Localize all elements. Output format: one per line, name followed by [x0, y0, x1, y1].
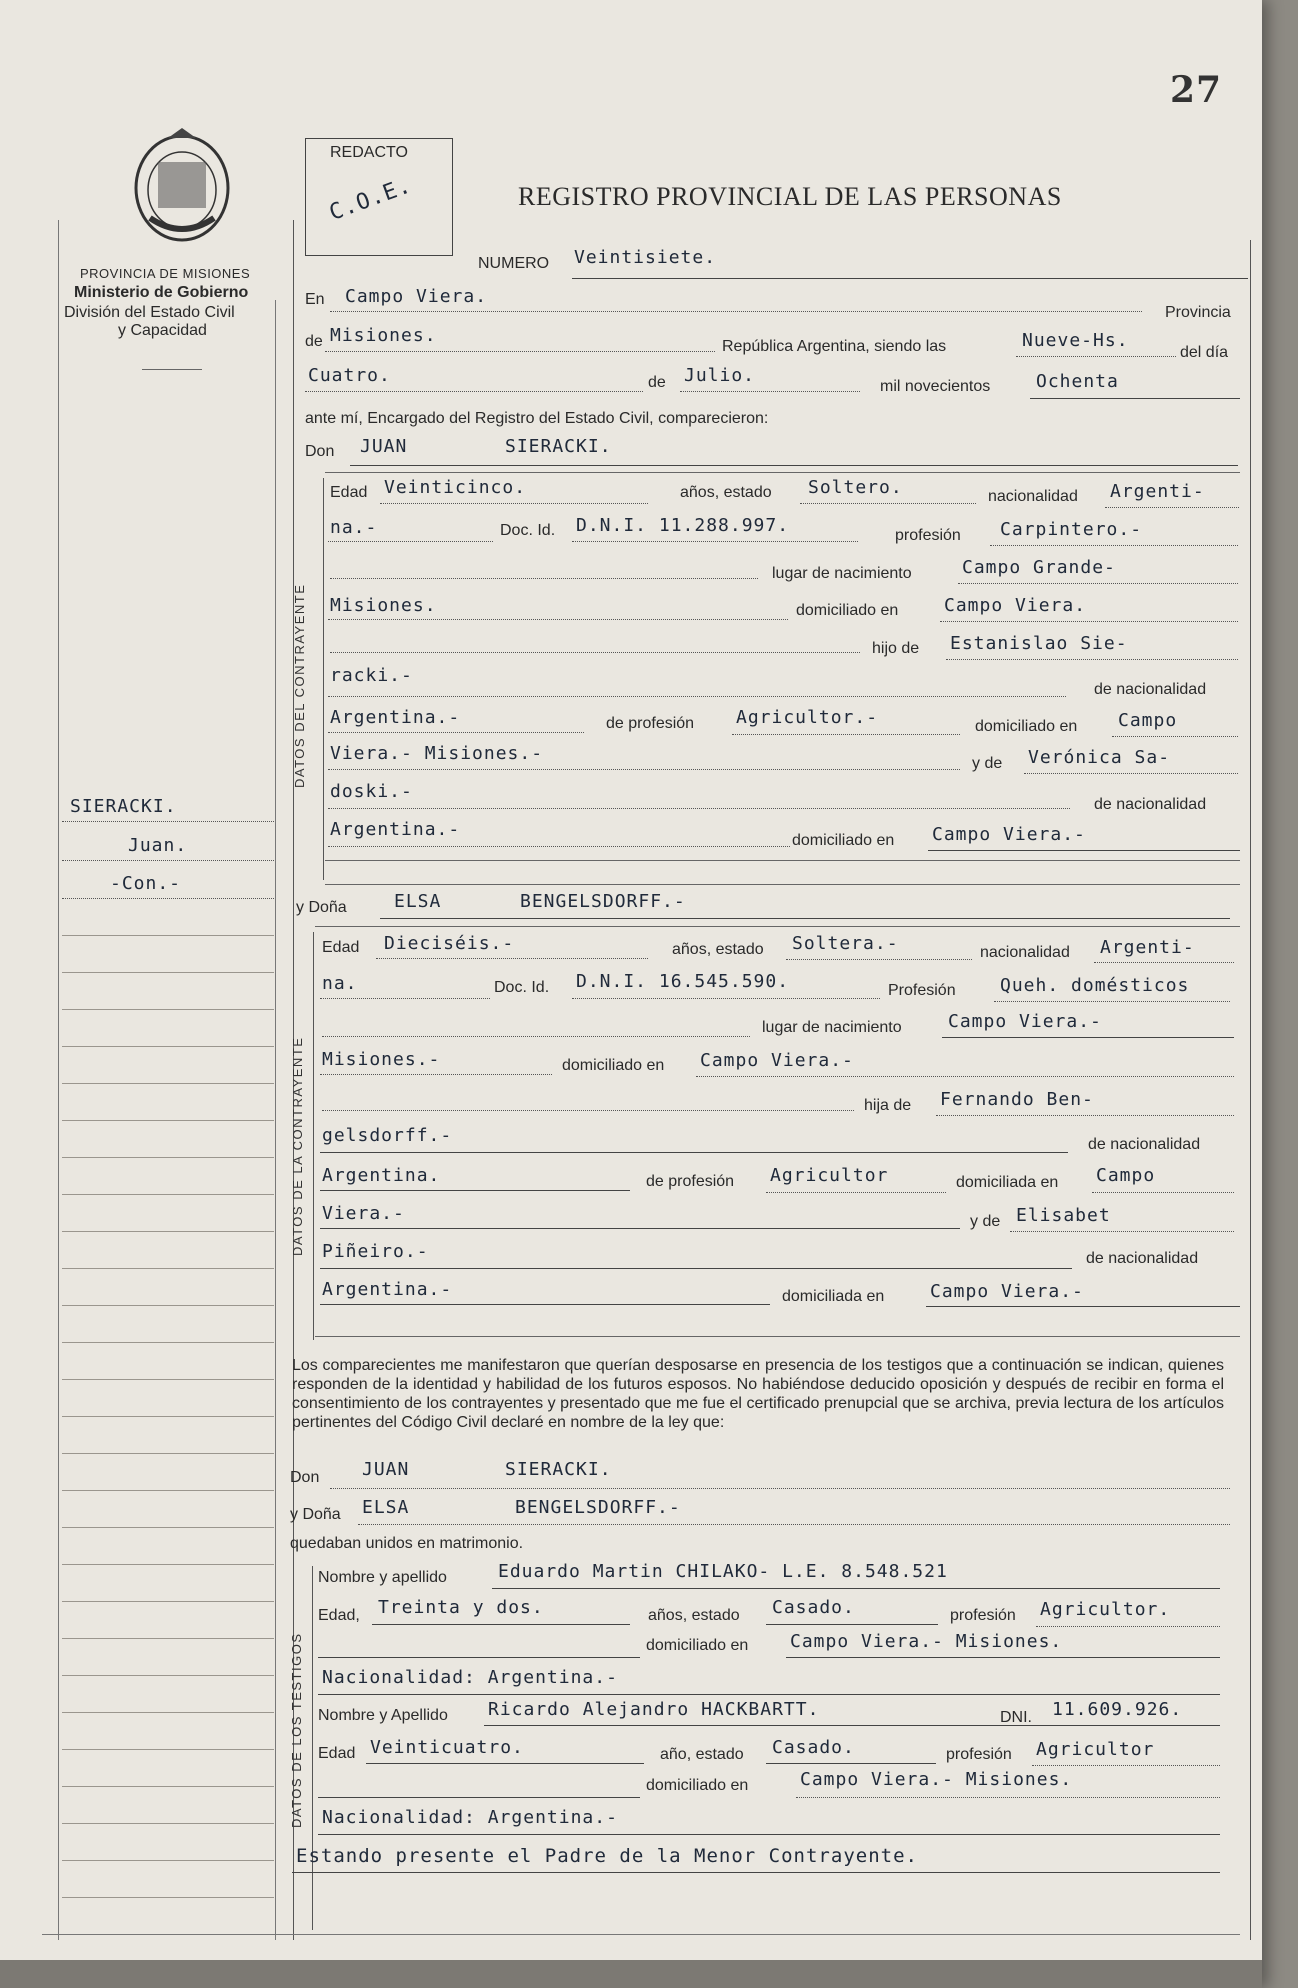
place-underline: [330, 311, 1142, 312]
margin-surname: SIERACKI.: [70, 796, 177, 817]
bride-status: Soltera.-: [792, 933, 899, 954]
bride-father-nationality-label: de nacionalidad: [1088, 1136, 1201, 1153]
bride-block-bar: [313, 932, 314, 1340]
line: [786, 1657, 1220, 1658]
witness2-status-label: año, estado: [660, 1746, 744, 1763]
line: [958, 583, 1238, 584]
margin-ruled-line: [62, 1009, 274, 1010]
declared-groom-label: Don: [290, 1469, 320, 1486]
line: [1010, 1231, 1234, 1232]
groom-birthplace-2: Misiones.: [330, 595, 437, 616]
bride-father-2: gelsdorff.-: [322, 1125, 453, 1146]
margin-ruled-line: [62, 1046, 274, 1047]
witness2-name-label: Nombre y Apellido: [318, 1707, 448, 1724]
bride-father-domicile-2: Viera.-: [322, 1203, 405, 1224]
number-value: Veintisiete.: [574, 247, 717, 268]
republic-label: República Argentina, siendo las: [722, 338, 947, 355]
place-label: En: [305, 291, 325, 308]
witness2-name: Ricardo Alejandro HACKBARTT.: [488, 1699, 820, 1720]
line: [492, 1588, 1220, 1589]
bride-birthplace: Campo Viera.-: [948, 1011, 1102, 1032]
declared-bride-first: ELSA: [362, 1497, 410, 1518]
line: [372, 1624, 630, 1625]
line: [572, 541, 858, 542]
line: [484, 1725, 1220, 1726]
additional-note: Estando presente el Padre de la Menor Contrayente.: [296, 1845, 918, 1867]
bride-vertical-label: DATOS DE LA CONTRAYENTE: [290, 1036, 305, 1256]
redacto-initials: C.O.E.: [326, 173, 416, 226]
margin-ruled-line: [62, 1231, 274, 1232]
groom-father-nationality-label: de nacionalidad: [1094, 681, 1207, 698]
line: [800, 503, 976, 504]
declaration-paragraph: Los comparecientes me manifestaron que querían desposarse en presencia de los testigos que a continuación se indican, quienes responden de la identidad y habilidad de los futuros esposos. No habiéndose deducido oposición y después de recibir en forma el consentimiento de los contrayentes y presentado que me fue el certificado prenupcial que se archiva, previa lectura de los artículos pertinentes del Código Civil declaré en nombre de la ley que:: [292, 1357, 1224, 1431]
bride-underline: [380, 918, 1230, 919]
bride-domicile: Campo Viera.-: [700, 1050, 854, 1071]
coat-of-arms-seal: [128, 128, 236, 244]
groom-doc: D.N.I. 11.288.997.: [576, 515, 790, 536]
bride-mother-label: y de: [970, 1213, 1001, 1230]
day-underline: [305, 391, 643, 392]
line: [328, 696, 1066, 697]
bride-dona-label: y Doña: [296, 899, 347, 916]
hour-underline: [1016, 356, 1176, 357]
margin-ruled-line: [62, 1268, 274, 1269]
bride-father: Fernando Ben-: [940, 1089, 1094, 1110]
division-name: División del Estado Civil: [64, 304, 235, 321]
bride-birthplace-label: lugar de nacimiento: [762, 1019, 902, 1036]
groom-first-name: JUAN: [360, 436, 408, 457]
year-value: Ochenta: [1036, 371, 1119, 392]
margin-ruled-line: [62, 1564, 274, 1565]
margin-ruled-line: [62, 1786, 274, 1787]
province-label: Provincia: [1165, 304, 1231, 321]
groom-birthplace: Campo Grande-: [962, 557, 1116, 578]
groom-birthplace-label: lugar de nacimiento: [772, 565, 912, 582]
line: [732, 734, 960, 735]
groom-block-top: [325, 472, 1240, 473]
header-divider: [142, 369, 202, 370]
line: [320, 1152, 1068, 1153]
bride-surname: BENGELSDORFF.-: [520, 891, 686, 912]
declared-groom-first: JUAN: [362, 1459, 410, 1480]
groom-block-bottom: [325, 860, 1240, 861]
groom-vertical-label: DATOS DEL CONTRAYENTE: [292, 583, 307, 788]
bride-father-nationality: Argentina.: [322, 1165, 441, 1186]
number-underline: [572, 278, 1248, 279]
hour-value: Nueve-Hs.: [1022, 330, 1129, 351]
groom-don-label: Don: [305, 443, 335, 460]
groom-father: Estanislao Sie-: [950, 633, 1128, 654]
left-column-border: [275, 300, 276, 1940]
groom-block-bottom-2: [325, 884, 1240, 885]
line: [330, 652, 860, 653]
groom-nationality-1: Argenti-: [1110, 481, 1205, 502]
month-label: de: [648, 374, 666, 391]
groom-status: Soltero.: [808, 477, 903, 498]
day-label: del día: [1180, 344, 1229, 361]
line: [380, 503, 648, 504]
margin-ruled-line: [62, 1749, 274, 1750]
margin-ruled-line: [62, 1675, 274, 1676]
witness2-doc: 11.609.926.: [1052, 1699, 1183, 1720]
witness1-domicile: Campo Viera.- Misiones.: [790, 1631, 1063, 1652]
groom-age-label: Edad: [330, 484, 368, 501]
witness1-age-label: Edad,: [318, 1607, 360, 1624]
registry-title: REGISTRO PROVINCIAL DE LAS PERSONAS: [518, 182, 1062, 211]
bride-mother-nationality-label: de nacionalidad: [1086, 1250, 1199, 1267]
witness1-profession-label: profesión: [950, 1607, 1016, 1624]
witness1-status-label: años, estado: [648, 1607, 740, 1624]
line: [318, 1797, 640, 1798]
witness2-status: Casado.: [772, 1737, 855, 1758]
year-label: mil novecientos: [880, 378, 991, 395]
line: [330, 578, 758, 579]
groom-father-domicile-2: Viera.- Misiones.-: [330, 743, 544, 764]
ministry-name: Ministerio de Gobierno: [74, 284, 249, 301]
groom-underline: [350, 465, 1238, 466]
province-name: PROVINCIA DE MISIONES: [80, 266, 251, 281]
left-frame-line: [58, 220, 59, 1940]
groom-nationality-2: na.-: [330, 517, 378, 538]
line: [322, 1110, 854, 1111]
page-number: 27: [1170, 69, 1223, 111]
witness2-profession-label: profesión: [946, 1746, 1012, 1763]
line: [1024, 773, 1238, 774]
line: [766, 1192, 946, 1193]
groom-surname: SIERACKI.: [505, 436, 612, 457]
bride-mother-domicile-label: domiciliada en: [782, 1288, 885, 1305]
groom-nationality-label: nacionalidad: [988, 488, 1078, 505]
groom-age: Veinticinco.: [384, 477, 527, 498]
bride-father-domicile-label: domiciliada en: [956, 1174, 1059, 1191]
line: [994, 1001, 1230, 1002]
witness2-domicile: Campo Viera.- Misiones.: [800, 1769, 1073, 1790]
line: [320, 1074, 552, 1075]
line: [318, 1694, 1220, 1695]
bride-nationality-2: na.: [322, 973, 358, 994]
bride-father-domicile-1: Campo: [1096, 1165, 1156, 1186]
line: [328, 541, 493, 542]
margin-ruled-line: [62, 1601, 274, 1602]
witness1-age: Treinta y dos.: [378, 1597, 544, 1618]
margin-ruled-line: [62, 1490, 274, 1491]
witness2-age: Veinticuatro.: [370, 1737, 524, 1758]
line: [366, 1763, 644, 1764]
bride-profession: Queh. domésticos: [1000, 975, 1190, 996]
line: [572, 998, 880, 999]
line: [322, 1036, 750, 1037]
line: [796, 1797, 1220, 1798]
margin-ruled-line: [62, 1712, 274, 1713]
line: [292, 1872, 1220, 1873]
line: [320, 1268, 1072, 1269]
margin-ruled-line: [62, 1527, 274, 1528]
margin-ruled-line: [62, 1823, 274, 1824]
line: [928, 850, 1240, 851]
bride-birthplace-2: Misiones.-: [322, 1049, 441, 1070]
bride-mother-nationality: Argentina.-: [322, 1279, 453, 1300]
line: [328, 769, 960, 770]
place-value: Campo Viera.: [345, 286, 488, 307]
line: [318, 1657, 640, 1658]
margin-ruled-line: [62, 1453, 274, 1454]
bride-age-label: Edad: [322, 939, 360, 956]
line: [766, 1624, 938, 1625]
bottom-border: [42, 1934, 1240, 1935]
line: [328, 808, 1070, 809]
bride-mother-domicile: Campo Viera.-: [930, 1281, 1084, 1302]
month-underline: [680, 391, 860, 392]
margin-ruled-line: [62, 1157, 274, 1158]
line: [320, 998, 490, 999]
witness2-domicile-label: domiciliado en: [646, 1777, 749, 1794]
witness-vertical-label: DATOS DE LOS TESTIGOS: [289, 1632, 304, 1828]
bride-domicile-label: domiciliado en: [562, 1057, 665, 1074]
bride-mother: Elisabet: [1016, 1205, 1111, 1226]
witness1-name: Eduardo Martin CHILAKO- L.E. 8.548.521: [498, 1561, 948, 1582]
groom-father-nationality: Argentina.-: [330, 707, 461, 728]
bride-profession-label: Profesión: [888, 982, 956, 999]
witness2-profession: Agricultor: [1036, 1739, 1155, 1760]
line: [1112, 736, 1238, 737]
groom-mother-nationality: Argentina.-: [330, 819, 461, 840]
groom-father-profession-label: de profesión: [606, 715, 695, 732]
line: [926, 1306, 1240, 1307]
margin-line: [62, 898, 274, 899]
line: [1092, 1192, 1234, 1193]
margin-ruled-line: [62, 972, 274, 973]
line: [936, 1115, 1234, 1116]
month-value: Julio.: [684, 365, 756, 386]
division-name-2: y Capacidad: [118, 322, 207, 339]
bride-nationality-label: nacionalidad: [980, 944, 1070, 961]
groom-father-domicile-1: Campo: [1118, 710, 1178, 731]
right-frame-line: [1250, 240, 1251, 1940]
margin-note: -Con.-: [110, 873, 182, 894]
groom-mother-nationality-label: de nacionalidad: [1094, 796, 1207, 813]
margin-ruled-line: [62, 1194, 274, 1195]
groom-father-label: hijo de: [872, 640, 920, 657]
groom-mother-domicile: Campo Viera.-: [932, 824, 1086, 845]
line: [1032, 1765, 1220, 1766]
witness2-age-label: Edad: [318, 1745, 356, 1762]
bride-block-top: [315, 926, 1240, 927]
bride-age: Dieciséis.-: [384, 933, 515, 954]
united-statement: quedaban unidos en matrimonio.: [290, 1535, 524, 1552]
year-underline: [1030, 398, 1240, 399]
number-label: NUMERO: [478, 255, 550, 272]
groom-domicile-label: domiciliado en: [796, 602, 899, 619]
margin-ruled-line: [62, 1342, 274, 1343]
margin-first-name: Juan.: [128, 835, 188, 856]
margin-ruled-line: [62, 1120, 274, 1121]
appearance-statement: ante mí, Encargado del Registro del Estado Civil, comparecieron:: [305, 410, 769, 427]
de-label: de: [305, 333, 323, 350]
line: [376, 958, 648, 959]
witness1-name-label: Nombre y apellido: [318, 1569, 447, 1586]
line: [320, 1304, 770, 1305]
witness1-profession: Agricultor.: [1040, 1599, 1171, 1620]
groom-mother-label: y de: [972, 755, 1003, 772]
line: [990, 545, 1238, 546]
witness2-nationality: Nacionalidad: Argentina.-: [322, 1807, 618, 1828]
groom-mother-2: doski.-: [330, 781, 413, 802]
bride-status-label: años, estado: [672, 941, 764, 958]
line: [696, 1076, 1234, 1077]
line: [1094, 962, 1234, 963]
margin-ruled-line: [62, 1305, 274, 1306]
groom-profession: Carpintero.-: [1000, 519, 1143, 540]
line: [766, 1763, 936, 1764]
line: [358, 1524, 1230, 1525]
bride-father-label: hija de: [864, 1097, 912, 1114]
margin-ruled-line: [62, 1379, 274, 1380]
bride-block-bottom: [315, 1336, 1240, 1337]
line: [320, 1190, 630, 1191]
bride-nationality-1: Argenti-: [1100, 937, 1195, 958]
groom-doc-label: Doc. Id.: [500, 522, 556, 539]
declared-bride-surname: BENGELSDORFF.-: [515, 1497, 681, 1518]
groom-father-domicile-label: domiciliado en: [975, 718, 1078, 735]
declared-groom-surname: SIERACKI.: [505, 1459, 612, 1480]
margin-ruled-line: [62, 1860, 274, 1861]
bride-father-profession: Agricultor: [770, 1165, 889, 1186]
groom-father-profession: Agricultor.-: [736, 707, 879, 728]
margin-ruled-line: [62, 1416, 274, 1417]
line: [946, 659, 1238, 660]
groom-domicile: Campo Viera.: [944, 595, 1087, 616]
witness1-status: Casado.: [772, 1597, 855, 1618]
margin-line: [62, 860, 274, 861]
witness1-domicile-label: domiciliado en: [646, 1637, 749, 1654]
groom-profession-label: profesión: [895, 527, 961, 544]
line: [330, 1488, 1230, 1489]
day-value: Cuatro.: [308, 365, 391, 386]
margin-ruled-line: [62, 935, 274, 936]
groom-block-bar: [323, 478, 324, 880]
line: [328, 732, 584, 733]
witness1-nationality: Nacionalidad: Argentina.-: [322, 1667, 618, 1688]
margin-line: [62, 821, 274, 822]
province-value: Misiones.: [330, 325, 437, 346]
bride-father-profession-label: de profesión: [646, 1173, 735, 1190]
line: [320, 1228, 960, 1229]
line: [786, 959, 972, 960]
bride-mother-2: Piñeiro.-: [322, 1241, 429, 1262]
book-bottom-edge: [0, 1960, 1262, 1988]
groom-status-label: años, estado: [680, 484, 772, 501]
margin-ruled-line: [62, 1897, 274, 1898]
line: [328, 846, 790, 847]
bride-doc-label: Doc. Id.: [494, 979, 550, 996]
line: [1036, 1626, 1220, 1627]
witness2-doc-label: DNI.: [1000, 1709, 1032, 1726]
province-underline: [325, 351, 715, 352]
groom-father-2: racki.-: [330, 665, 413, 686]
margin-ruled-line: [62, 1638, 274, 1639]
bride-doc: D.N.I. 16.545.590.: [576, 971, 790, 992]
line: [942, 1037, 1234, 1038]
groom-mother-domicile-label: domiciliado en: [792, 832, 895, 849]
line: [328, 619, 788, 620]
bride-first-name: ELSA: [394, 891, 442, 912]
declared-bride-label: y Doña: [290, 1506, 341, 1523]
line: [1105, 507, 1239, 508]
line: [940, 621, 1238, 622]
line: [318, 1834, 1220, 1835]
witness-block-bar: [312, 1566, 313, 1930]
groom-mother-1: Verónica Sa-: [1028, 747, 1171, 768]
redacto-label: REDACTO: [330, 144, 408, 161]
margin-ruled-line: [62, 1083, 274, 1084]
